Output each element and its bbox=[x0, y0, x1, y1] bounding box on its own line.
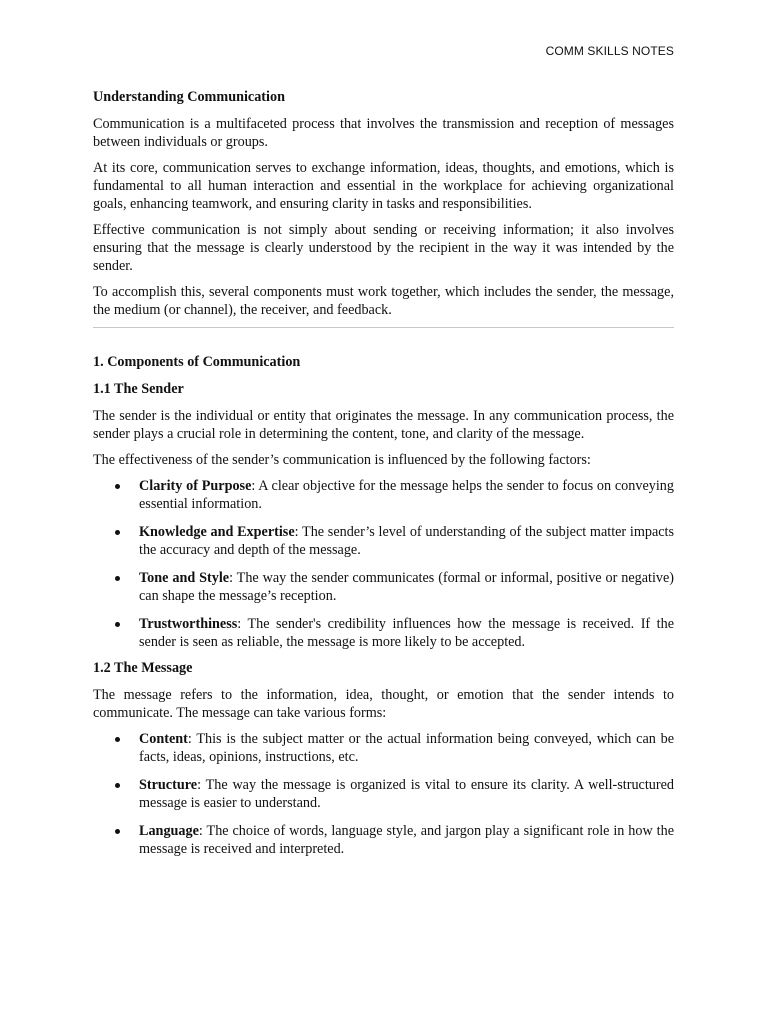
list-item bbox=[93, 569, 674, 605]
list-item-term: Trustworthiness bbox=[139, 616, 238, 632]
intro-heading: Understanding Communication bbox=[93, 89, 285, 105]
list-item-text: : The sender's credibility influences how the message is received. If the sender is seen as reliable, the message is more likely to be accepted. bbox=[139, 616, 674, 650]
list-item bbox=[93, 730, 674, 766]
running-header: COMM SKILLS NOTES bbox=[545, 44, 674, 58]
bullet-icon bbox=[115, 829, 120, 834]
list-item bbox=[93, 615, 674, 651]
list-item-text: : The choice of words, language style, and jargon play a significant role in how the message is received and interpreted. bbox=[139, 823, 674, 857]
list-item-term: Structure bbox=[139, 777, 198, 793]
bullet-icon bbox=[115, 783, 120, 788]
list-item-text: : A clear objective for the message helps the sender to focus on conveying essential information. bbox=[139, 478, 674, 512]
sender-factors-list bbox=[93, 477, 674, 651]
list-item-term: Tone and Style bbox=[139, 570, 230, 586]
sender-paragraph: The effectiveness of the sender’s communication is influenced by the following factors: bbox=[93, 452, 591, 468]
list-item-text: : This is the subject matter or the actual information being conveyed, which can be facts, ideas, opinions, instructions, etc. bbox=[139, 731, 674, 765]
list-item-text: : The way the message is organized is vital to ensure its clarity. A well-structured message is easier to understand. bbox=[139, 777, 674, 811]
list-item-term: Language bbox=[139, 823, 199, 839]
list-item-text: : The way the sender communicates (formal or informal, positive or negative) can shape the message’s reception. bbox=[139, 570, 675, 604]
list-item-term: Content bbox=[139, 731, 188, 747]
message-paragraph: The message refers to the information, idea, thought, or emotion that the sender intends to communicate. The message can take various forms: bbox=[93, 687, 674, 721]
intro-paragraph: Effective communication is not simply about sending or receiving information; it also involves ensuring that the message is clearly understood by the recipient in the way it was intended by the sender. bbox=[93, 222, 674, 274]
intro-paragraph: At its core, communication serves to exchange information, ideas, thoughts, and emotions, which is fundamental to all human interaction and essential in the workplace for achieving organizational goals, enhancing teamwork, and ensuring clarity in tasks and responsibilities. bbox=[93, 160, 674, 212]
intro-paragraph: Communication is a multifaceted process that involves the transmission and reception of messages between individuals or groups. bbox=[93, 116, 674, 150]
list-item bbox=[93, 477, 674, 513]
subsection-heading-message: 1.2 The Message bbox=[93, 660, 193, 676]
sender-paragraph: The sender is the individual or entity that originates the message. In any communication process, the sender plays a crucial role in determining the content, tone, and clarity of the message. bbox=[93, 408, 674, 442]
intro-paragraph: To accomplish this, several components must work together, which includes the sender, the message, the medium (or channel), the receiver, and feedback. bbox=[93, 284, 674, 318]
message-forms-list bbox=[93, 730, 674, 858]
list-item bbox=[93, 523, 674, 559]
list-item-term: Knowledge and Expertise bbox=[139, 524, 295, 540]
bullet-icon bbox=[115, 484, 120, 489]
bullet-icon bbox=[115, 622, 120, 627]
list-item-term: Clarity of Purpose bbox=[139, 478, 252, 494]
list-item bbox=[93, 822, 674, 858]
bullet-icon bbox=[115, 530, 120, 535]
bullet-icon bbox=[115, 576, 120, 581]
section-divider bbox=[93, 327, 674, 328]
document-body bbox=[93, 88, 674, 868]
subsection-heading-sender: 1.1 The Sender bbox=[93, 381, 184, 397]
bullet-icon bbox=[115, 737, 120, 742]
section-heading: 1. Components of Communication bbox=[93, 354, 301, 370]
list-item bbox=[93, 776, 674, 812]
list-item-text: : The sender’s level of understanding of the subject matter impacts the accuracy and depth of the message. bbox=[139, 524, 675, 558]
